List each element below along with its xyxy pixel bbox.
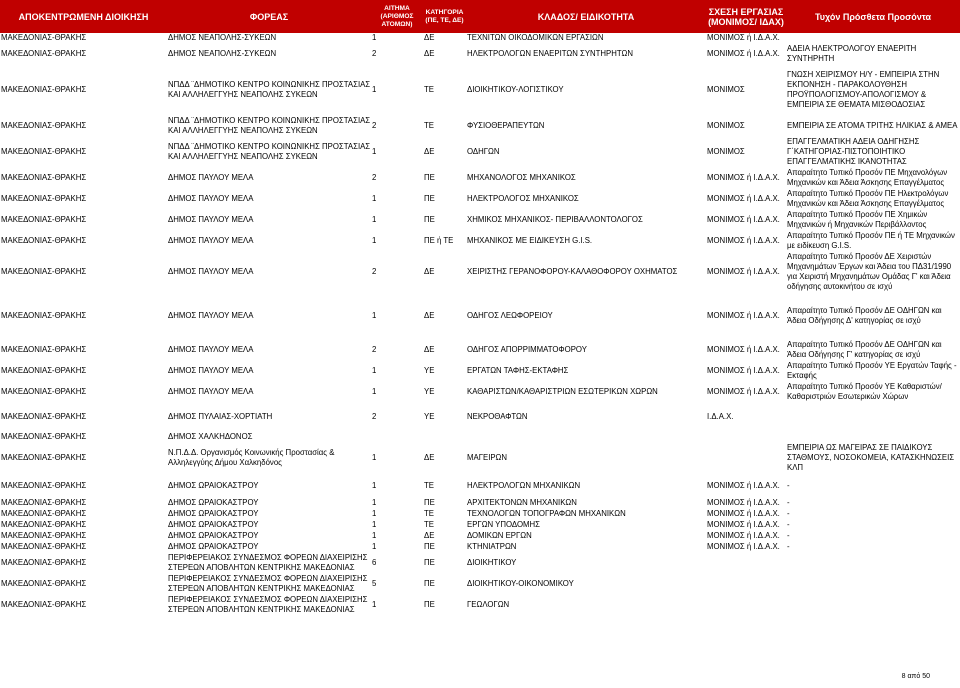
header-category: ΚΑΤΗΓΟΡΙΑ (ΠΕ, ΤΕ, ΔΕ) [423,0,466,33]
cell-relation: ΜΟΝΙΜΟΣ ή Ι.Δ.Α.Χ. [706,520,786,531]
cell-relation: ΜΟΝΙΜΟΣ ή Ι.Δ.Α.Χ. [706,210,786,231]
cell-relation: ΜΟΝΙΜΟΣ [706,65,786,116]
cell-extra: Απαραίτητο Τυπικό Προσόν ΠΕ Χημικών Μηχανικών ή Μηχανικών Περιβάλλοντος [786,210,960,231]
header-agency: ΦΟΡΕΑΣ [167,0,371,33]
cell-category: ΔΕ [423,252,466,293]
cell-agency: ΔΗΜΟΣ ΝΕΑΠΟΛΗΣ-ΣΥΚΕΩΝ [167,44,371,65]
cell-region: ΜΑΚΕΔΟΝΙΑΣ-ΘΡΑΚΗΣ [0,252,167,293]
cell-request: 1 [371,595,423,616]
cell-request: 2 [371,252,423,293]
cell-agency: ΔΗΜΟΣ ΠΑΥΛΟΥ ΜΕΛΑ [167,382,371,403]
cell-request: 6 [371,553,423,574]
cell-category [423,432,466,443]
cell-relation: ΜΟΝΙΜΟΣ ή Ι.Δ.Α.Χ. [706,542,786,553]
cell-category: ΥΕ [423,403,466,432]
cell-specialty: ΧΕΙΡΙΣΤΗΣ ΓΕΡΑΝΟΦΟΡΟΥ-ΚΑΛΑΘΟΦΟΡΟΥ ΟΧΗΜΑΤΟΣ [466,252,706,293]
cell-extra: Απαραίτητο Τυπικό Προσόν ΠΕ ή ΤΕ Μηχανικών με ειδίκευση G.I.S. [786,231,960,252]
cell-relation: ΜΟΝΙΜΟΣ ή Ι.Δ.Α.Χ. [706,293,786,340]
cell-agency: ΔΗΜΟΣ ΩΡΑΙΟΚΑΣΤΡΟΥ [167,474,371,498]
cell-agency: ΔΗΜΟΣ ΠΑΥΛΟΥ ΜΕΛΑ [167,252,371,293]
cell-category: ΠΕ [423,542,466,553]
cell-category: ΔΕ [423,531,466,542]
cell-extra: - [786,542,960,553]
cell-request: 1 [371,531,423,542]
cell-agency: ΔΗΜΟΣ ΠΑΥΛΟΥ ΜΕΛΑ [167,340,371,361]
table-row [0,403,960,432]
cell-specialty: ΜΑΓΕΙΡΩΝ [466,443,706,474]
cell-region: ΜΑΚΕΔΟΝΙΑΣ-ΘΡΑΚΗΣ [0,443,167,474]
cell-extra: - [786,474,960,498]
cell-region: ΜΑΚΕΔΟΝΙΑΣ-ΘΡΑΚΗΣ [0,531,167,542]
cell-region: ΜΑΚΕΔΟΝΙΑΣ-ΘΡΑΚΗΣ [0,137,167,168]
cell-relation: Ι.Δ.Α.Χ. [706,403,786,432]
cell-category: ΠΕ [423,595,466,616]
cell-extra: ΑΔΕΙΑ ΗΛΕΚΤΡΟΛΟΓΟΥ ΕΝΑΕΡΙΤΗ ΣΥΝΤΗΡΗΤΗ [786,44,960,65]
cell-category: ΔΕ [423,443,466,474]
cell-agency: ΝΠΔΔ ¨ΔΗΜΟΤΙΚΟ ΚΕΝΤΡΟ ΚΟΙΝΩΝΙΚΗΣ ΠΡΟΣΤΑΣΙΑΣ ΚΑΙ ΑΛΛΗΛΕΓΓΥΗΣ ΝΕΑΠΟΛΗΣ ΣΥΚΕΩΝ [168,116,371,135]
cell-specialty: ΟΔΗΓΩΝ [466,137,706,168]
cell-specialty: ΑΡΧΙΤΕΚΤΟΝΩΝ ΜΗΧΑΝΙΚΩΝ [466,498,706,509]
cell-request: 1 [371,361,423,382]
cell-region: ΜΑΚΕΔΟΝΙΑΣ-ΘΡΑΚΗΣ [0,595,167,616]
cell-region: ΜΑΚΕΔΟΝΙΑΣ-ΘΡΑΚΗΣ [0,116,167,137]
cell-specialty: ΧΗΜΙΚΟΣ ΜΗΧΑΝΙΚΟΣ- ΠΕΡΙΒΑΛΛΟΝΤΟΛΟΓΟΣ [466,210,706,231]
cell-region: ΜΑΚΕΔΟΝΙΑΣ-ΘΡΑΚΗΣ [0,474,167,498]
cell-specialty: ΓΕΩΛΟΓΩΝ [466,595,706,616]
cell-agency: ΠΕΡΙΦΕΡΕΙΑΚΟΣ ΣΥΝΔΕΣΜΟΣ ΦΟΡΕΩΝ ΔΙΑΧΕΙΡΙΣΗΣ ΣΤΕΡΕΩΝ ΑΠΟΒΛΗΤΩΝ ΚΕΝΤΡΙΚΗΣ ΜΑΚΕΔΟΝΙΑΣ [167,574,371,595]
cell-relation: ΜΟΝΙΜΟΣ ή Ι.Δ.Α.Χ. [706,382,786,403]
cell-request: 2 [371,403,423,432]
cell-category: ΠΕ [423,189,466,210]
table-row [0,509,960,520]
cell-agency: ΠΕΡΙΦΕΡΕΙΑΚΟΣ ΣΥΝΔΕΣΜΟΣ ΦΟΡΕΩΝ ΔΙΑΧΕΙΡΙΣΗΣ ΣΤΕΡΕΩΝ ΑΠΟΒΛΗΤΩΝ ΚΕΝΤΡΙΚΗΣ ΜΑΚΕΔΟΝΙΑΣ [167,595,371,616]
cell-region: ΜΑΚΕΔΟΝΙΑΣ-ΘΡΑΚΗΣ [0,33,167,44]
cell-extra: Απαραίτητο Τυπικό Προσόν ΔΕ ΟΔΗΓΩΝ και Άδεια Οδήγησης Γ' κατηγορίας σε ισχύ [786,340,960,361]
cell-extra: - [786,498,960,509]
cell-agency: ΔΗΜΟΣ ΠΥΛΑΙΑΣ-ΧΟΡΤΙΑΤΗ [167,403,371,432]
cell-extra [786,574,960,595]
cell-extra [786,33,960,44]
cell-relation: ΜΟΝΙΜΟΣ ή Ι.Δ.Α.Χ. [706,252,786,293]
cell-specialty: ΗΛΕΚΤΡΟΛΟΓΩΝ ΜΗΧΑΝΙΚΩΝ [466,474,706,498]
cell-region: ΜΑΚΕΔΟΝΙΑΣ-ΘΡΑΚΗΣ [0,168,167,189]
cell-request: 2 [371,168,423,189]
header-extra: Τυχόν Πρόσθετα Προσόντα [786,0,960,33]
cell-relation: ΜΟΝΙΜΟΣ ή Ι.Δ.Α.Χ. [706,340,786,361]
cell-agency: ΔΗΜΟΣ ΠΑΥΛΟΥ ΜΕΛΑ [167,231,371,252]
cell-region: ΜΑΚΕΔΟΝΙΑΣ-ΘΡΑΚΗΣ [0,293,167,340]
cell-category: ΤΕ [423,509,466,520]
table-row [0,252,960,293]
cell-category: ΔΕ [423,340,466,361]
cell-extra: Απαραίτητο Τυπικό Προσόν ΔΕ ΟΔΗΓΩΝ και Άδεια Οδήγησης Δ' κατηγορίας σε ισχύ [786,293,960,340]
cell-request: 1 [371,189,423,210]
cell-request: 1 [371,65,423,116]
cell-relation: ΜΟΝΙΜΟΣ ή Ι.Δ.Α.Χ. [706,509,786,520]
cell-region: ΜΑΚΕΔΟΝΙΑΣ-ΘΡΑΚΗΣ [0,432,167,443]
table-row [0,531,960,542]
cell-region: ΜΑΚΕΔΟΝΙΑΣ-ΘΡΑΚΗΣ [0,231,167,252]
cell-category: ΤΕ [423,65,466,116]
cell-extra [786,553,960,574]
cell-specialty: ΕΡΓΑΤΩΝ ΤΑΦΗΣ-ΕΚΤΑΦΗΣ [466,361,706,382]
cell-extra [786,432,960,443]
cell-region: ΜΑΚΕΔΟΝΙΑΣ-ΘΡΑΚΗΣ [0,65,167,116]
cell-category: ΠΕ [423,498,466,509]
table-row [0,168,960,189]
cell-specialty: ΔΙΟΙΚΗΤΙΚΟΥ-ΛΟΓΙΣΤΙΚΟΥ [466,65,706,116]
cell-agency: ΔΗΜΟΣ ΩΡΑΙΟΚΑΣΤΡΟΥ [167,531,371,542]
cell-category: ΠΕ [423,210,466,231]
cell-region: ΜΑΚΕΔΟΝΙΑΣ-ΘΡΑΚΗΣ [0,189,167,210]
cell-request: 1 [371,542,423,553]
cell-region: ΜΑΚΕΔΟΝΙΑΣ-ΘΡΑΚΗΣ [0,509,167,520]
cell-request: 1 [371,210,423,231]
cell-request: 1 [371,520,423,531]
cell-region: ΜΑΚΕΔΟΝΙΑΣ-ΘΡΑΚΗΣ [0,574,167,595]
cell-extra [786,595,960,616]
cell-extra: ΓΝΩΣΗ ΧΕΙΡΙΣΜΟΥ Η/Υ - ΕΜΠΕΙΡΙΑ ΣΤΗΝ ΕΚΠΟΝΗΣΗ - ΠΑΡΑΚΟΛΟΥΘΗΣΗ ΠΡΟΫΠΟΛΟΓΙΣΜΟΥ-ΑΠΟΛΟΓΙΣΜΟΥ & ΕΜΠΕΙΡΙΑ ΣΕ ΘΕΜΑΤΑ ΜΙΣΘΟΔΟΣΙΑΣ [786,65,960,116]
cell-relation [706,443,786,474]
cell-agency: ΠΕΡΙΦΕΡΕΙΑΚΟΣ ΣΥΝΔΕΣΜΟΣ ΦΟΡΕΩΝ ΔΙΑΧΕΙΡΙΣΗΣ ΣΤΕΡΕΩΝ ΑΠΟΒΛΗΤΩΝ ΚΕΝΤΡΙΚΗΣ ΜΑΚΕΔΟΝΙΑΣ [167,553,371,574]
cell-region: ΜΑΚΕΔΟΝΙΑΣ-ΘΡΑΚΗΣ [0,553,167,574]
cell-specialty: ΔΙΟΙΚΗΤΙΚΟΥ-ΟΙΚΟΝΟΜΙΚΟΥ [466,574,706,595]
cell-request: 1 [371,33,423,44]
cell-region: ΜΑΚΕΔΟΝΙΑΣ-ΘΡΑΚΗΣ [0,498,167,509]
table-row [0,65,960,116]
cell-request: 1 [371,498,423,509]
cell-specialty: ΔΙΟΙΚΗΤΙΚΟΥ [466,553,706,574]
table-row [0,33,960,44]
cell-region: ΜΑΚΕΔΟΝΙΑΣ-ΘΡΑΚΗΣ [0,382,167,403]
table-row [0,44,960,65]
cell-specialty: ΦΥΣΙΟΘΕΡΑΠΕΥΤΩΝ [466,116,706,137]
cell-agency: ΔΗΜΟΣ ΠΑΥΛΟΥ ΜΕΛΑ [167,293,371,340]
cell-extra: ΕΠΑΓΓΕΛΜΑΤΙΚΗ ΑΔΕΙΑ ΟΔΗΓΗΣΗΣ Γ΄ΚΑΤΗΓΟΡΙΑΣ-ΠΙΣΤΟΠΟΙΗΤΙΚΟ ΕΠΑΓΓΕΛΜΑΤΙΚΗΣ ΙΚΑΝΟΤΗΤΑΣ [786,137,960,168]
table-row [0,137,960,168]
cell-relation: ΜΟΝΙΜΟΣ ή Ι.Δ.Α.Χ. [706,168,786,189]
cell-request: 1 [371,509,423,520]
cell-request [371,432,423,443]
cell-relation: ΜΟΝΙΜΟΣ [706,137,786,168]
table-row [0,474,960,498]
cell-relation [706,595,786,616]
cell-category: ΔΕ [423,33,466,44]
cell-category: ΤΕ [423,520,466,531]
cell-region: ΜΑΚΕΔΟΝΙΑΣ-ΘΡΑΚΗΣ [0,210,167,231]
cell-extra: - [786,509,960,520]
cell-specialty: ΗΛΕΚΤΡΟΛΟΓΩΝ ΕΝΑΕΡΙΤΩΝ ΣΥΝΤΗΡΗΤΩΝ [466,44,706,65]
cell-specialty: ΤΕΧΝΙΤΩΝ ΟΙΚΟΔΟΜΙΚΩΝ ΕΡΓΑΣΙΩΝ [466,33,706,44]
cell-category: ΠΕ [423,553,466,574]
cell-agency: ΔΗΜΟΣ ΩΡΑΙΟΚΑΣΤΡΟΥ [167,498,371,509]
cell-agency: ΔΗΜΟΣ ΠΑΥΛΟΥ ΜΕΛΑ [167,189,371,210]
cell-region: ΜΑΚΕΔΟΝΙΑΣ-ΘΡΑΚΗΣ [0,520,167,531]
cell-extra: - [786,520,960,531]
cell-category: ΤΕ [423,116,466,137]
cell-specialty: ΕΡΓΩΝ ΥΠΟΔΟΜΗΣ [466,520,706,531]
cell-specialty: ΤΕΧΝΟΛΟΓΩΝ ΤΟΠΟΓΡΑΦΩΝ ΜΗΧΑΝΙΚΩΝ [466,509,706,520]
cell-relation: ΜΟΝΙΜΟΣ [706,116,786,137]
cell-specialty [466,432,706,443]
cell-category: ΤΕ [423,474,466,498]
cell-extra: - [786,531,960,542]
cell-agency: Ν.Π.Δ.Δ. Οργανισμός Κοινωνικής Προστασίας & Αλληλεγγύης Δήμου Χαλκηδόνος [167,443,371,474]
cell-extra: Απαραίτητο Τυπικό Προσόν ΠΕ Ηλεκτρολόγων Μηχανικών και Άδεια Άσκησης Επαγγέλματος [786,189,960,210]
cell-request: 1 [371,137,423,168]
cell-agency: ΔΗΜΟΣ ΩΡΑΙΟΚΑΣΤΡΟΥ [167,520,371,531]
cell-request: 1 [371,382,423,403]
table-row [0,189,960,210]
table-row [0,498,960,509]
cell-agency: ΔΗΜΟΣ ΠΑΥΛΟΥ ΜΕΛΑ [167,361,371,382]
cell-request: 1 [371,443,423,474]
cell-category: ΔΕ [423,137,466,168]
cell-specialty: ΟΔΗΓΟΣ ΛΕΩΦΟΡΕΙΟΥ [466,293,706,340]
cell-category: ΥΕ [423,382,466,403]
cell-request: 5 [371,574,423,595]
cell-specialty: ΚΤΗΝΙΑΤΡΩΝ [466,542,706,553]
table-row [0,382,960,403]
cell-region: ΜΑΚΕΔΟΝΙΑΣ-ΘΡΑΚΗΣ [0,403,167,432]
cell-agency: ΔΗΜΟΣ ΩΡΑΙΟΚΑΣΤΡΟΥ [167,509,371,520]
cell-specialty: ΔΟΜΙΚΩΝ ΕΡΓΩΝ [466,531,706,542]
cell-relation: ΜΟΝΙΜΟΣ ή Ι.Δ.Α.Χ. [706,474,786,498]
table-body [0,33,960,616]
cell-request: 2 [371,340,423,361]
cell-relation [706,574,786,595]
table-row [0,340,960,361]
cell-agency: ΔΗΜΟΣ ΧΑΛΚΗΔΟΝΟΣ [167,432,371,443]
cell-relation: ΜΟΝΙΜΟΣ ή Ι.Δ.Α.Χ. [706,33,786,44]
cell-extra: Απαραίτητο Τυπικό Προσόν ΥΕ Καθαριστών/ Καθαριστριών Εσωτερικών Χώρων [786,382,960,403]
cell-region: ΜΑΚΕΔΟΝΙΑΣ-ΘΡΑΚΗΣ [0,542,167,553]
cell-specialty: ΜΗΧΑΝΟΛΟΓΟΣ ΜΗΧΑΝΙΚΟΣ [466,168,706,189]
cell-specialty: ΚΑΘΑΡΙΣΤΩΝ/ΚΑΘΑΡΙΣΤΡΙΩΝ ΕΣΩΤΕΡΙΚΩΝ ΧΩΡΩΝ [466,382,706,403]
page-number: 8 από 50 [901,673,930,680]
table-row [0,595,960,616]
cell-agency: ΝΠΔΔ ¨ΔΗΜΟΤΙΚΟ ΚΕΝΤΡΟ ΚΟΙΝΩΝΙΚΗΣ ΠΡΟΣΤΑΣΙΑΣ ΚΑΙ ΑΛΛΗΛΕΓΓΥΗΣ ΝΕΑΠΟΛΗΣ ΣΥΚΕΩΝ [167,137,371,168]
cell-request: 1 [371,231,423,252]
cell-request: 2 [371,44,423,65]
cell-relation: ΜΟΝΙΜΟΣ ή Ι.Δ.Α.Χ. [706,531,786,542]
cell-specialty: ΜΗΧΑΝΙΚΟΣ ΜΕ ΕΙΔΙΚΕΥΣΗ G.I.S. [466,231,706,252]
cell-agency: ΔΗΜΟΣ ΝΕΑΠΟΛΗΣ-ΣΥΚΕΩΝ [167,33,371,44]
table-row [0,432,960,443]
cell-request: 2 [371,116,423,137]
table-row [0,542,960,553]
cell-category: ΥΕ [423,361,466,382]
cell-specialty: ΗΛΕΚΤΡΟΛΟΓΟΣ ΜΗΧΑΝΙΚΟΣ [466,189,706,210]
table-row [0,293,960,340]
table-row [0,210,960,231]
cell-specialty: ΟΔΗΓΟΣ ΑΠΟΡΡΙΜΜΑΤΟΦΟΡΟΥ [466,340,706,361]
cell-category: ΠΕ [423,574,466,595]
cell-relation: ΜΟΝΙΜΟΣ ή Ι.Δ.Α.Χ. [706,189,786,210]
cell-agency: ΔΗΜΟΣ ΠΑΥΛΟΥ ΜΕΛΑ [167,210,371,231]
cell-relation: ΜΟΝΙΜΟΣ ή Ι.Δ.Α.Χ. [706,498,786,509]
table-row [0,231,960,252]
cell-agency: ΝΠΔΔ ¨ΔΗΜΟΤΙΚΟ ΚΕΝΤΡΟ ΚΟΙΝΩΝΙΚΗΣ ΠΡΟΣΤΑΣΙΑΣ ΚΑΙ ΑΛΛΗΛΕΓΓΥΗΣ ΝΕΑΠΟΛΗΣ ΣΥΚΕΩΝ [167,65,371,116]
cell-extra: Απαραίτητο Τυπικό Προσόν ΔΕ Χειριστών Μηχανημάτων Έργων και Άδεια του ΠΔ31/1990 για Χειριστή Μηχανημάτων Ομάδας Γ' και Άδεια οδήγησης αυτοκινήτου σε ισχύ [786,252,960,293]
cell-region: ΜΑΚΕΔΟΝΙΑΣ-ΘΡΑΚΗΣ [0,340,167,361]
cell-category: ΔΕ [423,44,466,65]
cell-extra: ΕΜΠΕΙΡΙΑ ΩΣ ΜΑΓΕΙΡΑΣ ΣΕ ΠΑΙΔΙΚΟΥΣ ΣΤΑΘΜΟΥΣ, ΝΟΣΟΚΟΜΕΙΑ, ΚΑΤΑΣΚΗΝΩΣΕΙΣ ΚΛΠ [786,443,960,474]
table-row [0,361,960,382]
cell-agency: ΔΗΜΟΣ ΩΡΑΙΟΚΑΣΤΡΟΥ [167,542,371,553]
cell-relation: ΜΟΝΙΜΟΣ ή Ι.Δ.Α.Χ. [706,231,786,252]
cell-request: 1 [371,474,423,498]
header-request: ΑΙΤΗΜΑ (ΑΡΙΘΜΟΣ ΑΤΟΜΩΝ) [371,0,423,33]
cell-extra: ΕΜΠΕΙΡΙΑ ΣΕ ΑΤΟΜΑ ΤΡΙΤΗΣ ΗΛΙΚΙΑΣ & ΑΜΕΑ [786,116,960,137]
table-row [0,520,960,531]
table-row [0,553,960,574]
cell-extra [786,403,960,432]
cell-category: ΠΕ ή ΤΕ [423,231,466,252]
cell-agency: ΔΗΜΟΣ ΠΑΥΛΟΥ ΜΕΛΑ [167,168,371,189]
header-relation: ΣΧΕΣΗ ΕΡΓΑΣΙΑΣ (ΜΟΝΙΜΟΣ/ ΙΔΑΧ) [706,0,786,33]
cell-relation [706,432,786,443]
cell-request: 1 [371,293,423,340]
table-row [0,443,960,474]
header-specialty: ΚΛΑΔΟΣ/ ΕΙΔΙΚΟΤΗΤΑ [466,0,706,33]
table-header-row [0,0,960,33]
cell-specialty: ΝΕΚΡΟΘΑΦΤΩΝ [466,403,706,432]
cell-region: ΜΑΚΕΔΟΝΙΑΣ-ΘΡΑΚΗΣ [0,44,167,65]
table-row [0,116,960,137]
cell-relation: ΜΟΝΙΜΟΣ ή Ι.Δ.Α.Χ. [706,44,786,65]
cell-region: ΜΑΚΕΔΟΝΙΑΣ-ΘΡΑΚΗΣ [0,361,167,382]
cell-relation [706,553,786,574]
cell-category: ΔΕ [423,293,466,340]
cell-relation: ΜΟΝΙΜΟΣ ή Ι.Δ.Α.Χ. [706,361,786,382]
table-row [0,574,960,595]
cell-extra: Απαραίτητο Τυπικό Προσόν ΥΕ Εργατών Ταφής - Εκταφής [786,361,960,382]
cell-category: ΠΕ [423,168,466,189]
cell-extra: Απαραίτητο Τυπικό Προσόν ΠΕ Μηχανολόγων Μηχανικών και Άδεια Άσκησης Επαγγέλματος [786,168,960,189]
header-region: ΑΠΟΚΕΝΤΡΩΜΕΝΗ ΔΙΟΙΚΗΣΗ [0,0,167,33]
